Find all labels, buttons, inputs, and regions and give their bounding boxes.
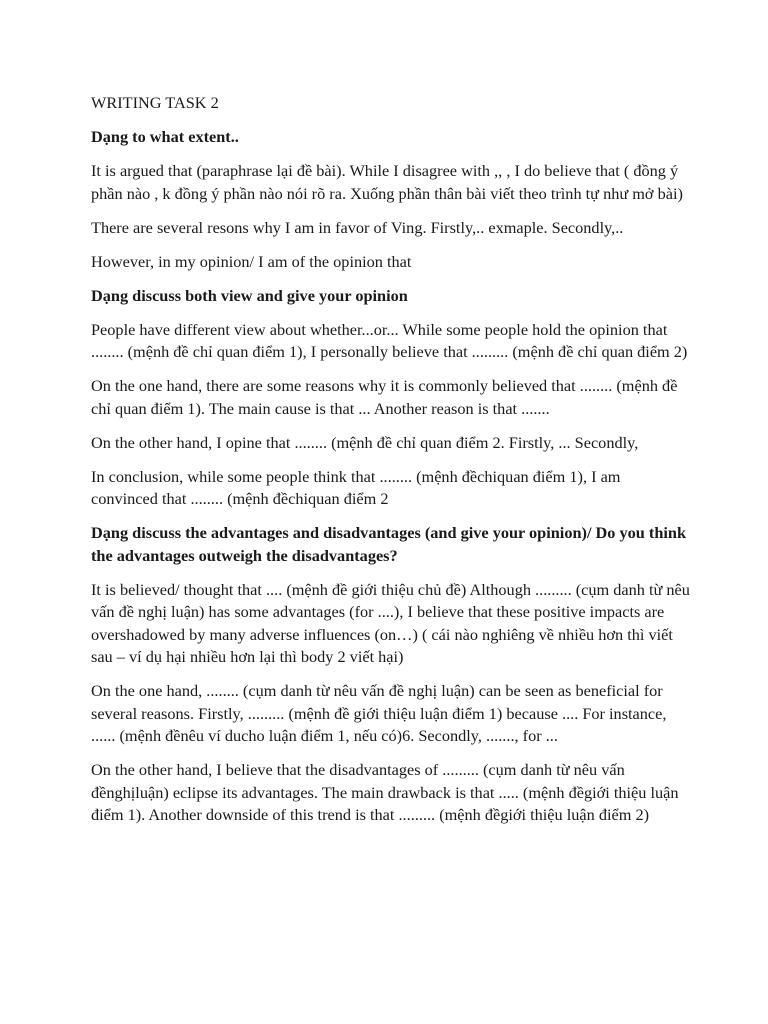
section-heading-advantages-disadvantages: Dạng discuss the advantages and disadvantages (and give your opinion)/ Do you think the advantages outweigh the disadvantages?	[91, 523, 687, 565]
paragraph: People have different view about whether...or... While some people hold the opinion that ........ (mệnh đề chỉ quan điểm 1), I personally believe that ......... (mệnh đề chỉ quan điểm 2)	[91, 319, 688, 361]
paragraph: It is argued that (paraphrase lại đề bài). While I disagree with ,, , I do believe that ( đồng ý phần nào , k đồng ý phần nào nói rõ ra. Xuống phần thân bài viết theo trình tự như mở bài)	[91, 161, 683, 203]
paragraph: On the one hand, ........ (cụm danh từ nêu vấn đề nghị luận) can be seen as beneficial for several reasons. Firstly, ......... (mệnh đề giới thiệu luận điểm 1) because .... For instance, ...... (mệnh đềnêu ví ducho luận điểm 1, nếu có)6. Secondly, ......., for ...	[91, 681, 667, 745]
paragraph: It is believed/ thought that .... (mệnh đề giới thiệu chủ đề) Although ......... (cụm danh từ nêu vấn đề nghị luận) has some advantages (for ....), I believe that these positive impacts are overshadowed by many adverse influences (on…) ( cái nào nghiêng về nhiều hơn thì viết sau – ví dụ hại nhiều hơn lại thì body 2 viết hại)	[91, 579, 690, 666]
section-heading-to-what-extent: Dạng to what extent..	[91, 127, 239, 146]
paragraph: On the other hand, I opine that ........ (mệnh đề chỉ quan điểm 2. Firstly, ... Secondly,	[91, 432, 639, 452]
paragraph: On the other hand, I believe that the disadvantages of ......... (cụm danh từ nêu vấn đềnghịluận) eclipse its advantages. The main drawback is that ..... (mệnh đềgiới thiệu luận điểm 1). Another downside of this trend is that ......... (mệnh đềgiới thiệu luận điểm 2)	[91, 760, 679, 824]
paragraph: There are several resons why I am in favor of Ving. Firstly,.. exmaple. Secondly,..	[91, 217, 624, 237]
document-page	[91, 92, 691, 838]
paragraph: In conclusion, while some people think that ........ (mệnh đềchiquan điểm 1), I am convinced that ........ (mệnh đềchiquan điểm 2	[91, 466, 621, 508]
section-heading-discuss-both-views: Dạng discuss both view and give your opinion	[91, 285, 408, 305]
paragraph: On the one hand, there are some reasons why it is commonly believed that ........ (mệnh đề chỉ quan điểm 1). The main cause is that ... Another reason is that .......	[91, 376, 678, 418]
document-title: WRITING TASK 2	[91, 93, 219, 112]
paragraph: However, in my opinion/ I am of the opinion that	[91, 251, 412, 271]
